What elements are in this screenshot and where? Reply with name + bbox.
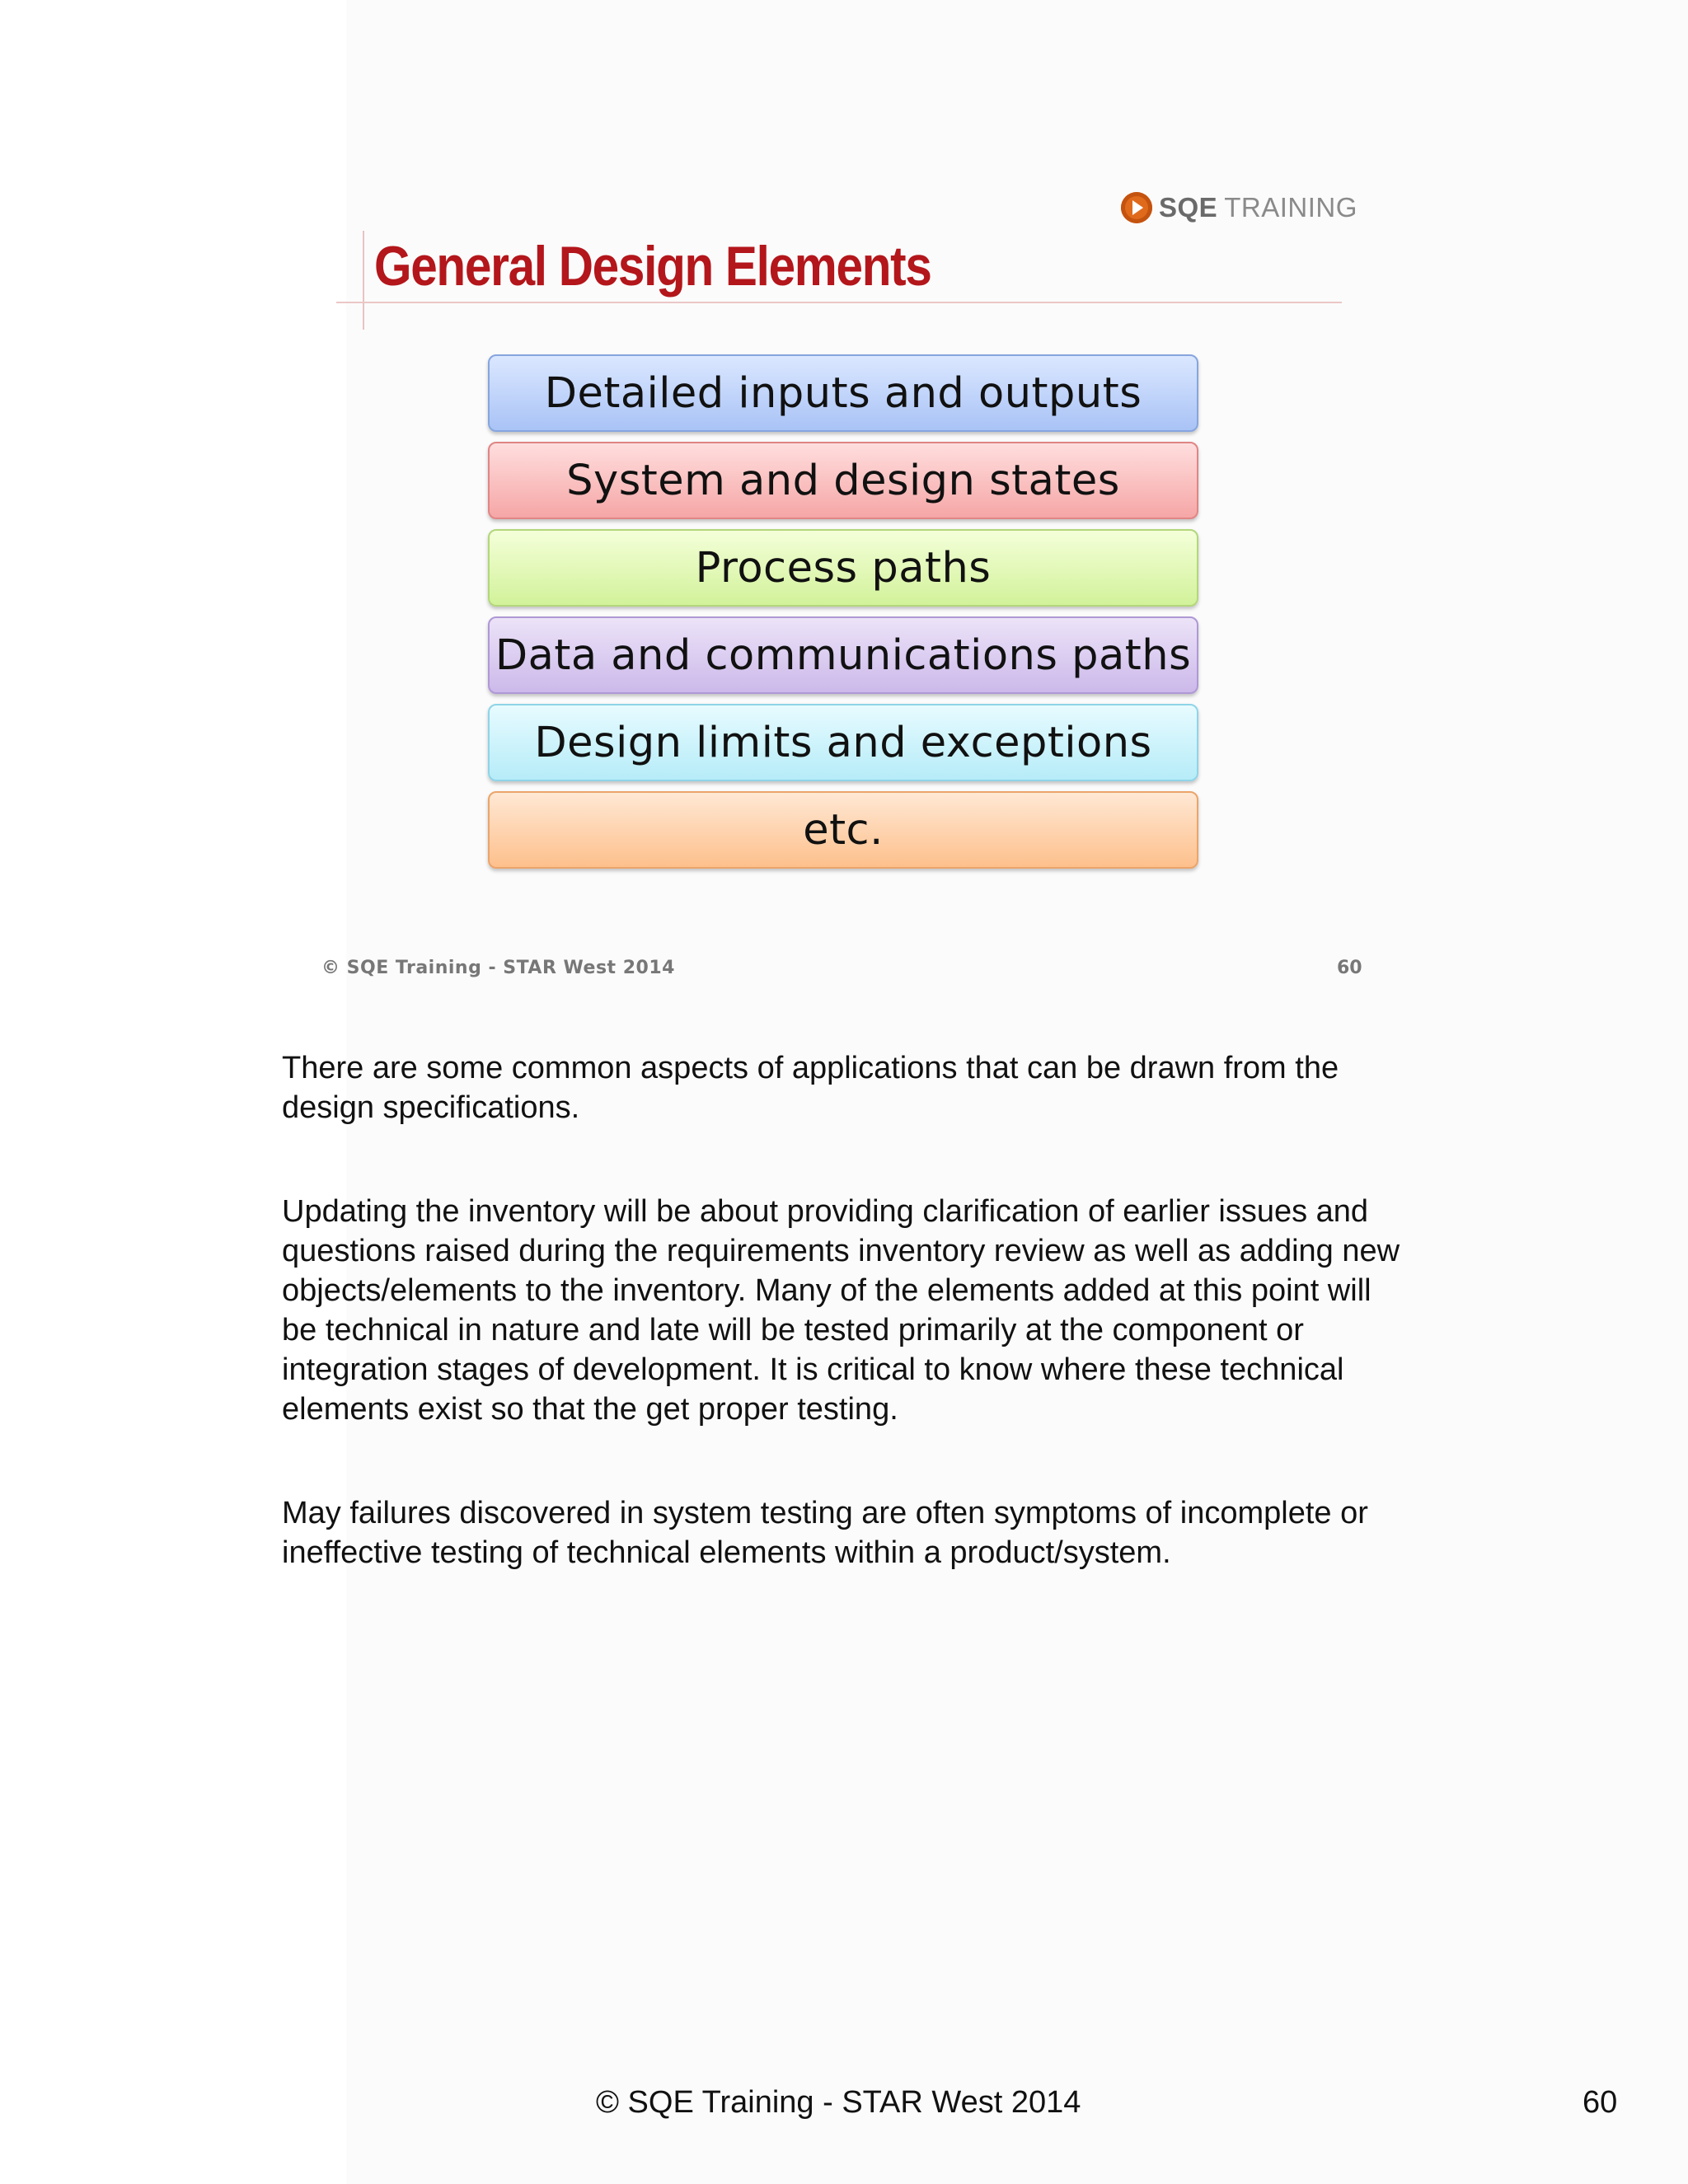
speaker-notes [282,1048,1411,1637]
title-horizontal-rule [336,302,1342,303]
slide [321,165,1376,989]
page-footer-copyright: © SQE Training - STAR West 2014 [596,2085,1081,2120]
design-element-item: etc. [488,791,1198,869]
design-elements-list [488,354,1198,879]
design-element-item: Detailed inputs and outputs [488,354,1198,432]
slide-footer-page-number: 60 [1337,958,1362,978]
title-vertical-rule [363,231,364,330]
sqe-training-logo [1121,190,1357,226]
notes-paragraph: There are some common aspects of applications that can be drawn from the design specifications. [282,1051,1339,1125]
logo-brand-bold: SQE [1159,192,1218,223]
notes-paragraph: Updating the inventory will be about providing clarification of earlier issues and questions raised during the requirements inventory review as well as adding new objects/elements to the inventory. Many of the elements added at this point will be technical in nature and late will be tested primarily at the component or integration stages of development. It is critical to know where these technical elements exist so that the get proper testing. [282,1194,1400,1427]
slide-footer-copyright: © SQE Training - STAR West 2014 [321,958,675,978]
notes-paragraph: May failures discovered in system testing are often symptoms of incomplete or ineffective testing of technical elements within a product/system. [282,1496,1368,1570]
logo-brand-light: TRAINING [1224,192,1357,223]
design-element-item: Design limits and exceptions [488,704,1198,781]
page-number: 60 [1582,2085,1618,2120]
design-element-item: Data and communications paths [488,616,1198,694]
design-element-item: Process paths [488,529,1198,607]
sqe-play-logo-icon [1121,192,1152,223]
design-element-item: System and design states [488,442,1198,519]
slide-title: General Design Elements [374,235,931,298]
